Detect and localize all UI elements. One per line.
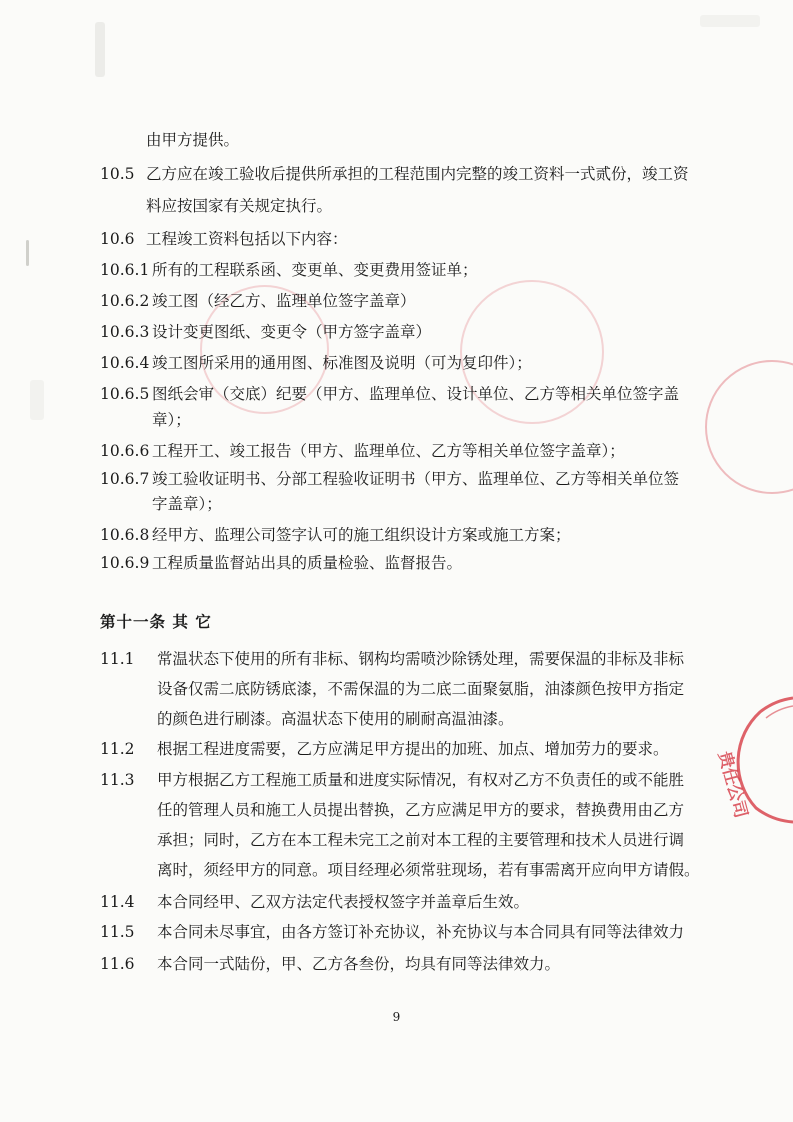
clause-10-6-5: [100, 384, 680, 404]
clause-text: 常温状态下使用的所有非标、钢构均需喷沙除锈处理，需要保温的非标及非标: [157, 650, 685, 668]
clause-10-6-2: [100, 291, 416, 311]
clause-text: 乙方应在竣工验收后提供所承担的工程范围内完整的竣工资料一式贰份，竣工资: [146, 165, 689, 183]
clause-text-cont: 的颜色进行刷漆。高温状态下使用的刷耐高温油漆。: [157, 710, 514, 728]
clause-11-4: [100, 892, 530, 912]
clause-text: 设计变更图纸、变更令（甲方签字盖章）: [152, 323, 432, 341]
clause-10-5: [100, 164, 689, 184]
clause-11-1: [100, 649, 685, 669]
clause-number: 11.4: [100, 893, 135, 911]
clause-number: 10.6.3: [100, 323, 150, 341]
clause-text: 所有的工程联系函、变更单、变更费用签证单；: [152, 261, 478, 279]
clause-number: 11.6: [100, 955, 135, 973]
clause-text-cont: 字盖章）；: [152, 495, 222, 513]
clause-number: 11.5: [100, 923, 135, 941]
seal-text: 贵任公司: [713, 749, 751, 821]
clause-text: 本合同一式陆份，甲、乙方各叁份，均具有同等法律效力。: [157, 955, 561, 973]
clause-text-cont: 料应按国家有关规定执行。: [146, 197, 333, 215]
clause-number: 10.6: [100, 230, 135, 248]
clause-number: 10.6.6: [100, 442, 150, 460]
clause-text-cont: 设备仅需二底防锈底漆，不需保温的为二底二面聚氨脂，油漆颜色按甲方指定: [157, 680, 685, 698]
clause-11-2: [100, 739, 669, 759]
clause-11-5: [100, 922, 685, 942]
clause-number: 10.6.8: [100, 526, 150, 544]
clause-number: 10.6.4: [100, 354, 150, 372]
scan-artifact: [700, 15, 760, 27]
clause-10-6-4: [100, 353, 532, 373]
clause-10-6-1: [100, 260, 478, 280]
clause-text-cont: 章）；: [152, 411, 191, 429]
page-number: 9: [392, 1010, 401, 1024]
clause-10-6-3: [100, 322, 432, 342]
scan-artifact: [30, 380, 44, 420]
clause-number: 10.6.9: [100, 554, 150, 572]
clause-text: 竣工图所采用的通用图、标准图及说明（可为复印件）；: [152, 354, 532, 372]
section-heading: 第十一条 其 它: [100, 612, 212, 631]
clause-text-cont: 承担；同时，乙方在本工程未完工之前对本工程的主要管理和技术人员进行调: [157, 831, 685, 849]
clause-11-6: [100, 954, 561, 974]
clause-text: 图纸会审（交底）纪要（甲方、监理单位、设计单位、乙方等相关单位签字盖: [152, 385, 680, 403]
scan-artifact: [95, 22, 105, 77]
clause-text: 经甲方、监理公司签字认可的施工组织设计方案或施工方案；: [152, 526, 571, 544]
clause-text: 工程开工、竣工报告（甲方、监理单位、乙方等相关单位签字盖章）；: [152, 442, 625, 460]
clause-text: 甲方根据乙方工程施工质量和进度实际情况，有权对乙方不负责任的或不能胜: [157, 771, 685, 789]
clause-text: 工程竣工资料包括以下内容：: [146, 230, 348, 248]
clause-number: 11.1: [100, 650, 135, 668]
clause-number: 10.6.1: [100, 261, 150, 279]
clause-10-6-9: [100, 553, 463, 573]
clause-text-cont: 离时，须经甲方的同意。项目经理必须常驻现场，若有事需离开应向甲方请假。: [157, 861, 700, 879]
clause-number: 10.6.5: [100, 385, 150, 403]
clause-text-cont: 任的管理人员和施工人员提出替换，乙方应满足甲方的要求，替换费用由乙方: [157, 801, 685, 819]
clause-number: 10.5: [100, 165, 135, 183]
clause-text: 竣工图（经乙方、监理单位签字盖章）: [152, 292, 416, 310]
clause-11-3: [100, 770, 685, 790]
clause-text: 竣工验收证明书、分部工程验收证明书（甲方、监理单位、乙方等相关单位签: [152, 470, 680, 488]
company-seal-faint: [705, 360, 793, 494]
clause-text: 工程质量监督站出具的质量检验、监督报告。: [152, 554, 463, 572]
clause-text: 根据工程进度需要，乙方应满足甲方提出的加班、加点、增加劳力的要求。: [157, 740, 669, 758]
clause-10-6: [100, 229, 348, 249]
clause-text: 本合同未尽事宜，由各方签订补充协议，补充协议与本合同具有同等法律效力: [157, 923, 685, 941]
scan-artifact: [26, 240, 29, 266]
clause-10-6-8: [100, 525, 571, 545]
clause-10-6-6: [100, 441, 625, 461]
clause-number: 11.3: [100, 771, 135, 789]
intro-line: 由甲方提供。: [146, 131, 240, 149]
clause-number: 10.6.2: [100, 292, 150, 310]
clause-number: 11.2: [100, 740, 135, 758]
clause-number: 10.6.7: [100, 470, 150, 488]
clause-10-6-7: [100, 469, 680, 489]
clause-text: 本合同经甲、乙双方法定代表授权签字并盖章后生效。: [157, 893, 530, 911]
